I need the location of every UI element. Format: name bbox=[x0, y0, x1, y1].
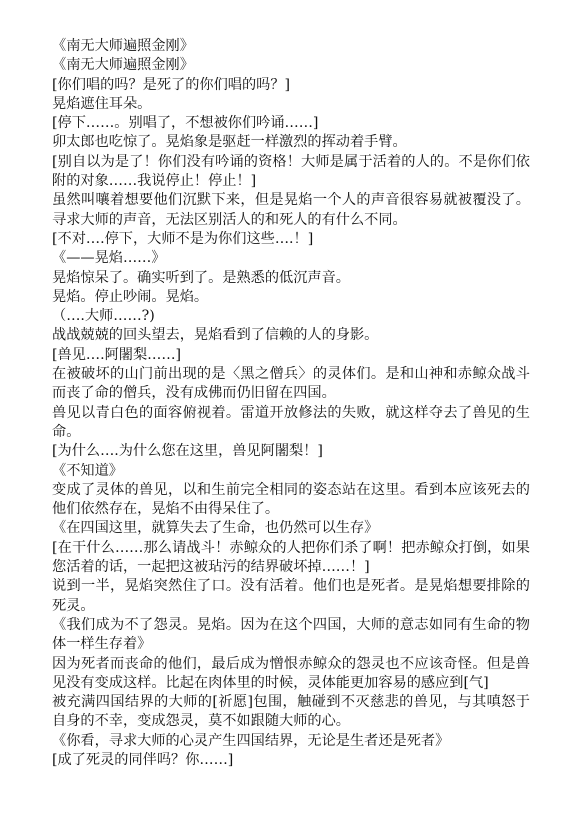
text-line: 晃焰惊呆了。确实听到了。是熟悉的低沉声音。 bbox=[52, 269, 350, 286]
text-line: 变成了灵体的兽见，以和生前完全相同的姿态站在这里。看到本应该死去的他们依然存在，晃焰不由得呆住了。 bbox=[52, 481, 530, 518]
text-line: 晃焰遮住耳朵。 bbox=[52, 95, 152, 112]
text-line: 《你看，寻求大师的心灵产生四国结界，无论是生者还是死者》 bbox=[52, 732, 450, 749]
text-line: [为什么….为什么您在这里，兽见阿闍梨！] bbox=[52, 443, 323, 460]
text-line: 虽然叫嚷着想要他们沉默下来，但是晃焰一个人的声音很容易就被覆没了。寻求大师的声音，无法区别活人的和死人的有什么不同。 bbox=[52, 192, 530, 228]
text-line: （….大师……?) bbox=[52, 308, 155, 325]
text-line: [不对….停下，大师不是为你们这些….！] bbox=[52, 230, 314, 247]
text-line: 《——晃焰……》 bbox=[52, 250, 166, 267]
text-line: [你们唱的吗？是死了的你们唱的吗？] bbox=[52, 76, 291, 93]
text-line: [在干什么……那么请战斗！赤鲸众的人把你们杀了啊！把赤鲸众打倒，如果您活着的话，一起把这被玷污的结界破坏掉……！] bbox=[52, 539, 530, 576]
text-line: 被充满四国结界的大师的[祈愿]包围，触碰到不灭慈悲的兽见，与其嗔怒于自身的不幸，变成怨灵，莫不如跟随大师的心。 bbox=[52, 694, 530, 730]
text-line: 《我们成为不了怨灵。晃焰。因为在这个四国，大师的意志如同有生命的物体一样生存着》 bbox=[52, 616, 530, 653]
document-body bbox=[52, 37, 530, 770]
text-line: 兽见以青白色的面容俯视着。雷道开放修法的失败，就这样夺去了兽见的生命。 bbox=[52, 404, 530, 440]
text-line: 因为死者而丧命的他们，最后成为憎恨赤鲸众的怨灵也不应该奇怪。但是兽见没有变成这样。比起在肉体里的时候，灵体能更加容易的感应到[气] bbox=[52, 655, 530, 691]
text-line: 《南无大师遍照金刚》 bbox=[52, 57, 194, 74]
text-line: 卯太郎也吃惊了。晃焰象是驱赶一样激烈的挥动着手臂。 bbox=[52, 134, 407, 151]
text-line: 晃焰。停止吵闹。晃焰。 bbox=[52, 288, 209, 305]
text-line: 《南无大师遍照金刚》 bbox=[52, 38, 194, 54]
text-line: [兽见….阿闍梨……] bbox=[52, 346, 182, 363]
text-line: [成了死灵的同伴吗？你……] bbox=[52, 751, 234, 768]
text-line: 说到一半，晃焰突然住了口。没有活着。他们也是死者。是晃焰想要排除的死灵。 bbox=[52, 578, 530, 614]
text-line: [停下……。别唱了，不想被你们吟诵……] bbox=[52, 115, 319, 132]
text-line: 战战兢兢的回头望去，晃焰看到了信赖的人的身影。 bbox=[52, 327, 379, 344]
text-line: 《不知道》 bbox=[52, 462, 123, 479]
text-line: 在被破坏的山门前出现的是〈黑之僧兵〉的灵体们。是和山神和赤鲸众战斗而丧了命的僧兵，没有成佛而仍旧留在四国。 bbox=[52, 366, 530, 402]
text-line: [别自以为是了！你们没有吟诵的资格！大师是属于活着的人的。不是你们依附的对象……我说停止！停止！] bbox=[52, 153, 530, 190]
text-line: 《在四国这里，就算失去了生命，也仍然可以生存》 bbox=[52, 520, 379, 537]
